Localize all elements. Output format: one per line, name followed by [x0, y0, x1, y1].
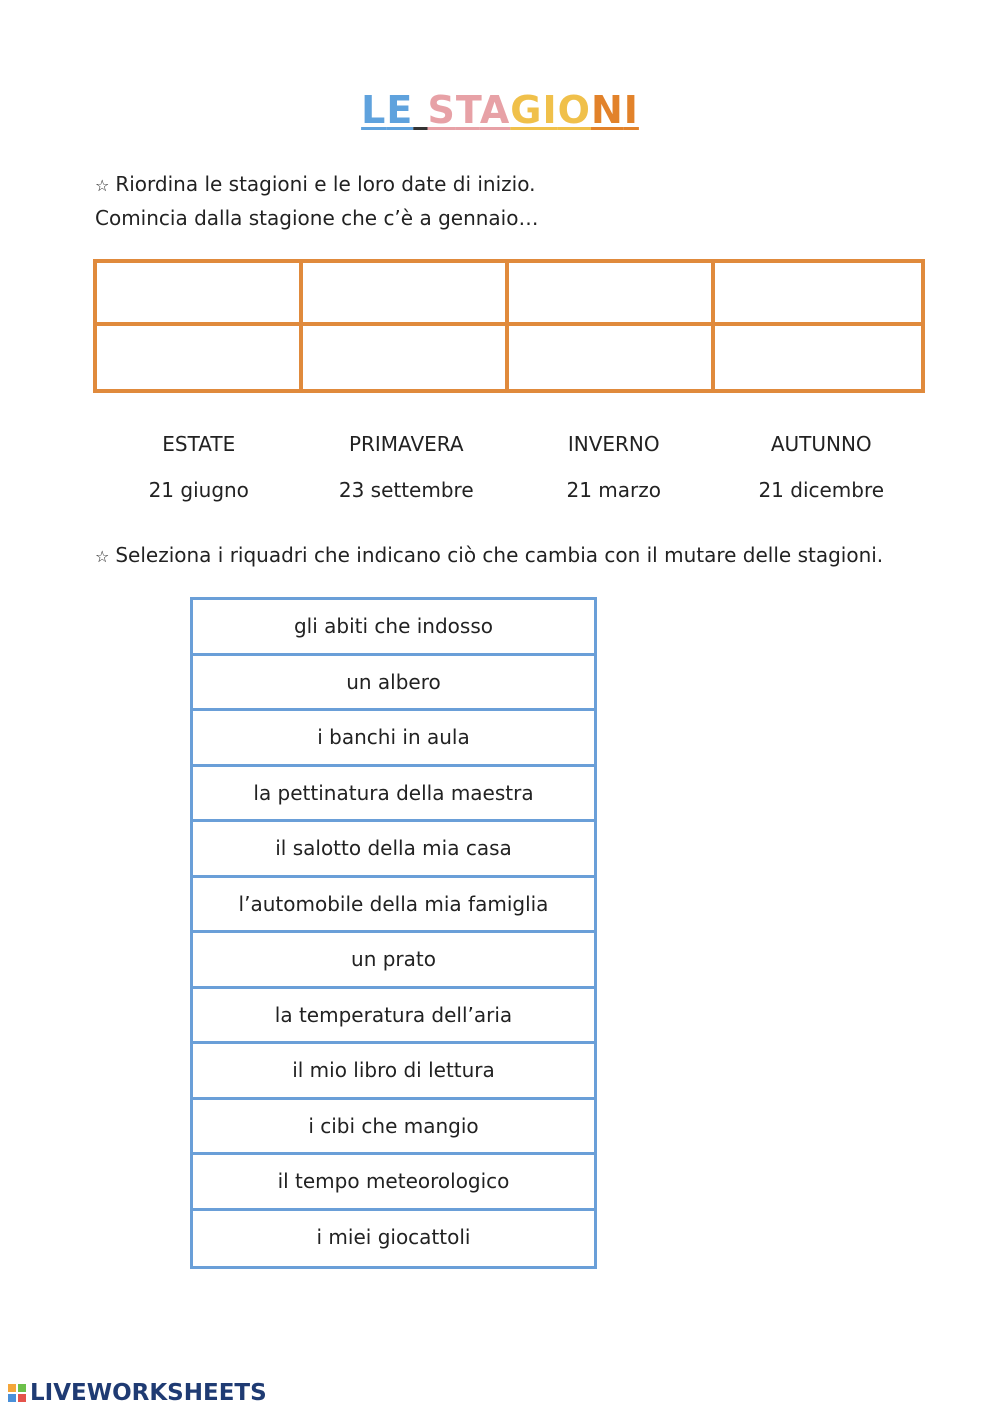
draggable-season[interactable]: AUTUNNO: [770, 432, 872, 456]
star-icon: ☆: [95, 176, 110, 195]
logo-square: [8, 1394, 16, 1402]
select-box[interactable]: i banchi in aula: [193, 711, 594, 767]
draggable-season[interactable]: INVERNO: [567, 432, 660, 456]
select-box[interactable]: l’automobile della mia famiglia: [193, 878, 594, 934]
select-box[interactable]: un prato: [193, 933, 594, 989]
title-letter: L: [361, 88, 387, 132]
logo-square: [18, 1394, 26, 1402]
liveworksheets-footer: [8, 1380, 267, 1406]
title-letter: E: [386, 88, 414, 132]
season-words: [95, 432, 925, 456]
title-letter: N: [590, 88, 624, 132]
select-box[interactable]: la pettinatura della maestra: [193, 767, 594, 823]
logo-square: [8, 1384, 16, 1392]
selection-list: [190, 597, 597, 1269]
title-letter: O: [557, 88, 591, 132]
select-box[interactable]: i miei giocattoli: [316, 1224, 471, 1249]
star-icon: ☆: [95, 547, 110, 566]
draggable-date[interactable]: 21 giugno: [148, 478, 249, 502]
drop-cell-date-4[interactable]: [715, 326, 921, 389]
drop-cell-season-2[interactable]: [303, 263, 509, 326]
exercise2-text: Seleziona i riquadri che indicano ciò che cambia con il mutare delle stagioni.: [115, 543, 884, 567]
select-box[interactable]: il salotto della mia casa: [193, 822, 594, 878]
drop-cell-season-4[interactable]: [715, 263, 921, 326]
order-grid: [93, 259, 925, 393]
date-words: [95, 478, 925, 502]
title-letter: A: [479, 88, 511, 132]
select-box[interactable]: un albero: [193, 656, 594, 712]
drop-cell-date-2[interactable]: [303, 326, 509, 389]
logo-square: [18, 1384, 26, 1392]
select-box[interactable]: il tempo meteorologico: [193, 1155, 594, 1211]
title-letter: [413, 88, 427, 132]
liveworksheets-logo-icon: [8, 1384, 26, 1402]
exercise1-line1: Riordina le stagioni e le loro date di inizio.: [115, 172, 536, 196]
drop-cell-season-3[interactable]: [509, 263, 715, 326]
title-letter: S: [427, 88, 456, 132]
draggable-season[interactable]: ESTATE: [162, 432, 236, 456]
draggable-season[interactable]: PRIMAVERA: [348, 432, 464, 456]
title-letter: T: [455, 88, 480, 132]
title-letter: G: [510, 88, 543, 132]
draggable-date[interactable]: 21 dicembre: [758, 478, 885, 502]
select-box[interactable]: la temperatura dell’aria: [193, 989, 594, 1045]
drop-cell-season-1[interactable]: [97, 263, 303, 326]
brand-name: LIVEWORKSHEETS: [30, 1380, 267, 1406]
exercise2-instruction: [95, 543, 883, 567]
drop-cell-date-1[interactable]: [97, 326, 303, 389]
drop-cell-date-3[interactable]: [509, 326, 715, 389]
select-box[interactable]: i cibi che mangio: [193, 1100, 594, 1156]
title-letter: I: [623, 88, 639, 132]
draggable-date[interactable]: 21 marzo: [566, 478, 661, 502]
select-box[interactable]: gli abiti che indosso: [193, 600, 594, 656]
select-box[interactable]: il mio libro di lettura: [193, 1044, 594, 1100]
worksheet-title: [0, 88, 1000, 132]
exercise1-instruction: [95, 172, 535, 196]
title-letter: I: [542, 88, 558, 132]
exercise1-line2: Comincia dalla stagione che c’è a gennaio…: [95, 206, 539, 230]
draggable-date[interactable]: 23 settembre: [338, 478, 474, 502]
